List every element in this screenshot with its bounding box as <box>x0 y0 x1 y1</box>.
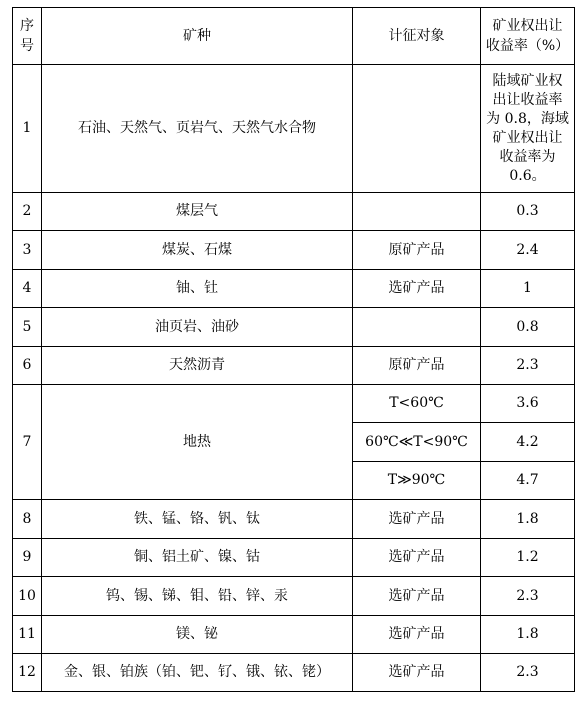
row-rate: 1 <box>481 270 575 308</box>
row-rate: 1.8 <box>481 616 575 654</box>
table-row <box>13 65 575 193</box>
table-row <box>13 500 575 539</box>
rate-note-line: 矿业权出让 <box>492 129 563 146</box>
row-object: 选矿产品 <box>353 539 481 577</box>
row-object: 选矿产品 <box>353 270 481 308</box>
header-rate-line1: 矿业权出让 <box>492 18 563 34</box>
header-no-line2: 号 <box>20 38 34 54</box>
header-rate-line2: 收益率（%） <box>485 38 570 54</box>
row-mineral: 钨、锡、锑、钼、铅、锌、汞 <box>42 577 353 616</box>
header-row <box>13 8 575 65</box>
row-mineral: 铜、铝土矿、镍、钴 <box>42 539 353 577</box>
row-rate: 1.8 <box>481 500 575 539</box>
header-no-line1: 序 <box>20 18 34 34</box>
row-mineral: 煤炭、石煤 <box>42 231 353 270</box>
table-row <box>13 270 575 308</box>
rate-note-line: 为 0.8，海域 <box>486 110 569 127</box>
table-row <box>13 577 575 616</box>
row-mineral: 金、银、铂族（铂、钯、钌、锇、铱、铑） <box>42 654 353 692</box>
row-mineral: 铀、钍 <box>42 270 353 308</box>
row-rate: 3.6 <box>481 385 575 423</box>
row-rate: 4.7 <box>481 462 575 500</box>
row-object: 选矿产品 <box>353 500 481 539</box>
table-row <box>13 385 575 423</box>
row-no: 12 <box>13 654 42 692</box>
table-row <box>13 616 575 654</box>
row-rate: 0.3 <box>481 193 575 231</box>
row-no: 4 <box>13 270 42 308</box>
row-mineral: 地热 <box>42 385 353 500</box>
table-row <box>13 193 575 231</box>
row-rate: 0.8 <box>481 308 575 347</box>
table-row <box>13 539 575 577</box>
row-object <box>353 65 481 193</box>
row-no: 10 <box>13 577 42 616</box>
table-row <box>13 231 575 270</box>
table-row <box>13 347 575 385</box>
row-object: 60℃≪T<90℃ <box>353 423 481 462</box>
row-mineral: 煤层气 <box>42 193 353 231</box>
row-no: 2 <box>13 193 42 231</box>
header-object: 计征对象 <box>353 8 481 65</box>
rate-note-line: 收益率为 <box>499 148 556 165</box>
header-no <box>13 8 42 65</box>
row-no: 1 <box>13 65 42 193</box>
row-mineral: 油页岩、油砂 <box>42 308 353 347</box>
row-mineral: 石油、天然气、页岩气、天然气水合物 <box>42 65 353 193</box>
row-object: 原矿产品 <box>353 347 481 385</box>
row-object <box>353 308 481 347</box>
row-mineral: 镁、铋 <box>42 616 353 654</box>
row-mineral: 天然沥青 <box>42 347 353 385</box>
header-rate <box>481 8 575 65</box>
row-rate: 2.3 <box>481 654 575 692</box>
table-row <box>13 654 575 692</box>
row-no: 11 <box>13 616 42 654</box>
row-object: 选矿产品 <box>353 616 481 654</box>
row-mineral: 铁、锰、铬、钒、钛 <box>42 500 353 539</box>
row-rate: 2.3 <box>481 347 575 385</box>
row-rate: 4.2 <box>481 423 575 462</box>
row-rate: 2.4 <box>481 231 575 270</box>
row-no: 7 <box>13 385 42 500</box>
mineral-rate-table <box>12 7 575 692</box>
row-rate: 2.3 <box>481 577 575 616</box>
row-object: T≫90℃ <box>353 462 481 500</box>
row-no: 6 <box>13 347 42 385</box>
rate-note-line: 0.6。 <box>509 167 546 184</box>
rate-note-line: 陆域矿业权 <box>492 72 563 89</box>
row-object <box>353 193 481 231</box>
row-object: 选矿产品 <box>353 654 481 692</box>
row-no: 8 <box>13 500 42 539</box>
row-object: T<60℃ <box>353 385 481 423</box>
row-no: 5 <box>13 308 42 347</box>
row-no: 3 <box>13 231 42 270</box>
rate-note-line: 出让收益率 <box>492 91 563 108</box>
row-rate: 1.2 <box>481 539 575 577</box>
row-object: 选矿产品 <box>353 577 481 616</box>
header-mineral: 矿种 <box>42 8 353 65</box>
table-row <box>13 308 575 347</box>
row-no: 9 <box>13 539 42 577</box>
row-rate <box>481 65 575 193</box>
row-object: 原矿产品 <box>353 231 481 270</box>
